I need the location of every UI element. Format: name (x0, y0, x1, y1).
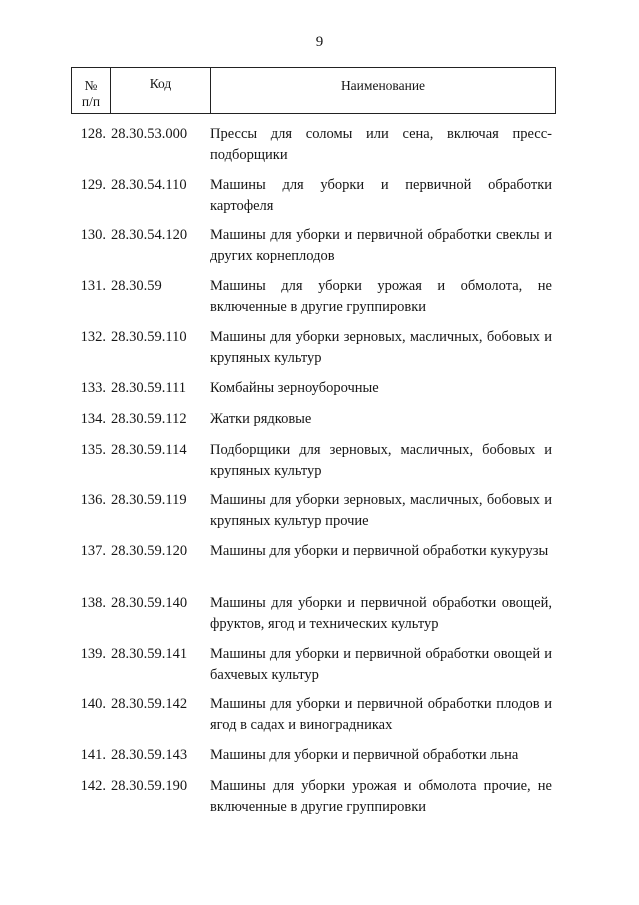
row-number: 140. (80, 696, 106, 712)
header-code-column: Код (111, 68, 211, 113)
row-number: 135. (80, 442, 106, 458)
page-number: 9 (315, 34, 324, 50)
row-name: Машины для уборки и первичной обработки овощей, фруктов, ягод и технических культур (210, 595, 552, 632)
row-code: 28.30.54.120 (111, 227, 188, 243)
row-name: Машины для уборки и первичной обработки льна (210, 747, 519, 763)
row-name: Подборщики для зерновых, масличных, бобовых и крупяных культур (210, 442, 552, 479)
header-number-column (72, 68, 111, 113)
row-name: Машины для уборки и первичной обработки свеклы и других корнеплодов (210, 227, 552, 264)
row-code: 28.30.59.190 (111, 778, 188, 794)
row-name: Машины для уборки и первичной обработки плодов и ягод в садах и виноградниках (210, 696, 552, 733)
row-code: 28.30.54.110 (111, 177, 187, 193)
row-name: Комбайны зерноуборочные (210, 380, 379, 396)
row-code: 28.30.59.142 (111, 696, 188, 712)
table-header (71, 67, 556, 114)
row-number: 133. (80, 380, 106, 396)
row-code: 28.30.59.140 (111, 595, 188, 611)
row-code: 28.30.53.000 (111, 126, 188, 142)
row-name: Машины для уборки зерновых, масличных, бобовых и крупяных культур (210, 329, 552, 366)
row-code: 28.30.59.111 (111, 380, 187, 396)
row-code: 28.30.59.114 (111, 442, 187, 458)
row-name: Машины для уборки и первичной обработки картофеля (210, 177, 552, 214)
row-number: 142. (80, 778, 106, 794)
header-number-symbol: № (84, 78, 98, 93)
row-name: Машины для уборки и первичной обработки овощей и бахчевых культур (210, 646, 552, 683)
row-number: 139. (80, 646, 106, 662)
row-name: Машины для уборки и первичной обработки кукурузы (210, 543, 549, 559)
row-code: 28.30.59.141 (111, 646, 188, 662)
row-number: 141. (80, 747, 106, 763)
row-number: 137. (80, 543, 106, 559)
row-number: 130. (80, 227, 106, 243)
row-code: 28.30.59.112 (111, 411, 187, 427)
row-code: 28.30.59.119 (111, 492, 187, 508)
row-name: Жатки рядковые (210, 411, 312, 427)
row-code: 28.30.59.110 (111, 329, 187, 345)
header-number-abbrev: п/п (81, 94, 101, 109)
row-number: 136. (80, 492, 106, 508)
row-name: Прессы для соломы или сена, включая пресс-подборщики (210, 126, 552, 163)
row-number: 132. (80, 329, 106, 345)
row-number: 129. (80, 177, 106, 193)
header-name-column: Наименование (340, 78, 426, 93)
row-number: 131. (80, 278, 106, 294)
row-number: 138. (80, 595, 106, 611)
row-name: Машины для уборки зерновых, масличных, бобовых и крупяных культур прочие (210, 492, 552, 529)
row-number: 134. (80, 411, 106, 427)
row-name: Машины для уборки урожая и обмолота, не включенные в другие группировки (210, 278, 552, 315)
row-code: 28.30.59.143 (111, 747, 188, 763)
row-name: Машины для уборки урожая и обмолота прочие, не включенные в другие группировки (210, 778, 552, 815)
row-code: 28.30.59.120 (111, 543, 188, 559)
row-number: 128. (80, 126, 106, 142)
row-code: 28.30.59 (111, 278, 162, 294)
